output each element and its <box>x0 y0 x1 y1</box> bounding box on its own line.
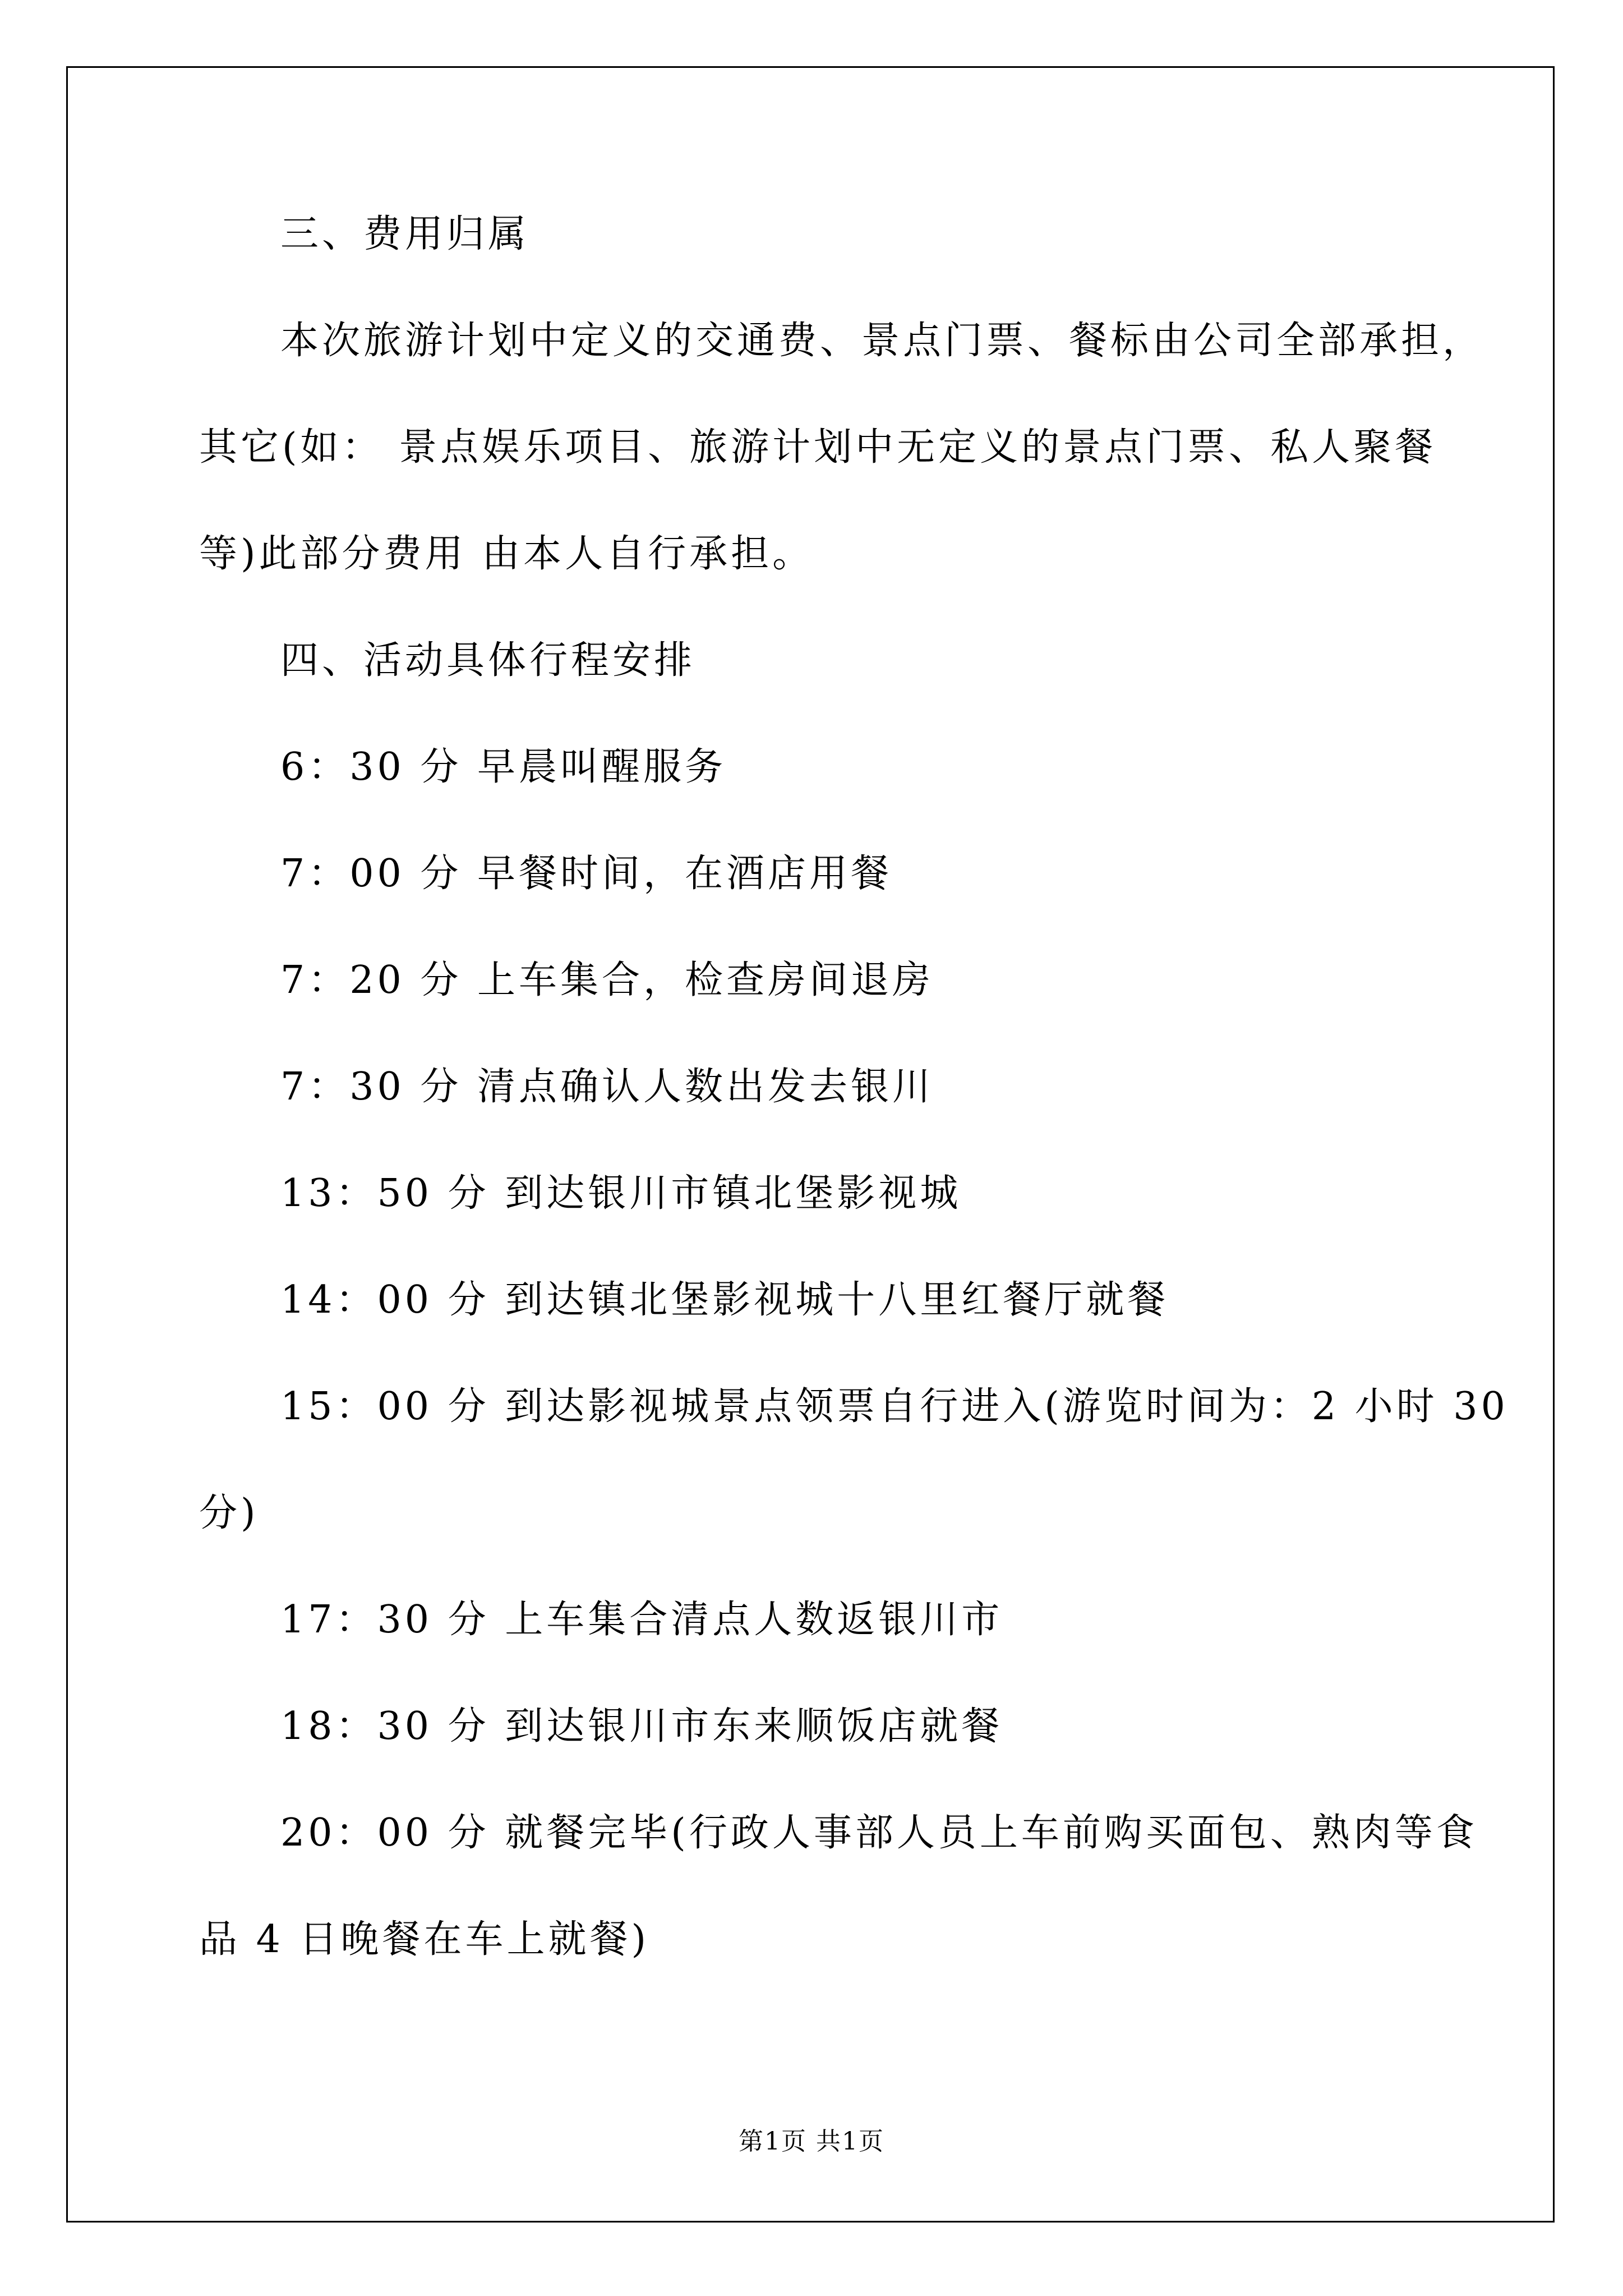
schedule-item: 7：00 分 早餐时间，在酒店用餐 <box>280 852 893 896</box>
schedule-item-continuation: 品 4 日晚餐在车上就餐) <box>199 1917 650 1962</box>
schedule-item: 14：00 分 到达镇北堡影视城十八里红餐厅就餐 <box>280 1278 1169 1322</box>
section-heading-expenses: 三、费用归属 <box>280 212 530 256</box>
page-number: 第1页 共1页 <box>739 2127 884 2156</box>
schedule-item: 20：00 分 就餐完毕(行政人事部人员上车前购买面包、熟肉等食 <box>280 1811 1478 1855</box>
schedule-item: 18：30 分 到达银川市东来顺饭店就餐 <box>280 1704 1003 1749</box>
section-heading-itinerary: 四、活动具体行程安排 <box>280 638 696 683</box>
schedule-item: 7：30 分 清点确认人数出发去银川 <box>280 1065 934 1109</box>
schedule-item: 7：20 分 上车集合，检查房间退房 <box>280 958 934 1002</box>
paragraph-line: 其它(如： 景点娱乐项目、旅游计划中无定义的景点门票、私人聚餐 <box>199 425 1437 470</box>
schedule-item-continuation: 分) <box>199 1491 259 1535</box>
schedule-item: 15：00 分 到达影视城景点领票自行进入(游览时间为：2 小时 30 <box>280 1384 1509 1429</box>
schedule-item: 13：50 分 到达银川市镇北堡影视城 <box>280 1171 962 1216</box>
paragraph-line: 本次旅游计划中定义的交通费、景点门票、餐标由公司全部承担， <box>280 319 1484 363</box>
schedule-item: 17：30 分 上车集合清点人数返银川市 <box>280 1598 1003 1642</box>
document-body <box>199 208 1509 1966</box>
schedule-item: 6：30 分 早晨叫醒服务 <box>280 745 727 789</box>
paragraph-line: 等)此部分费用 由本人自行承担。 <box>199 532 814 576</box>
